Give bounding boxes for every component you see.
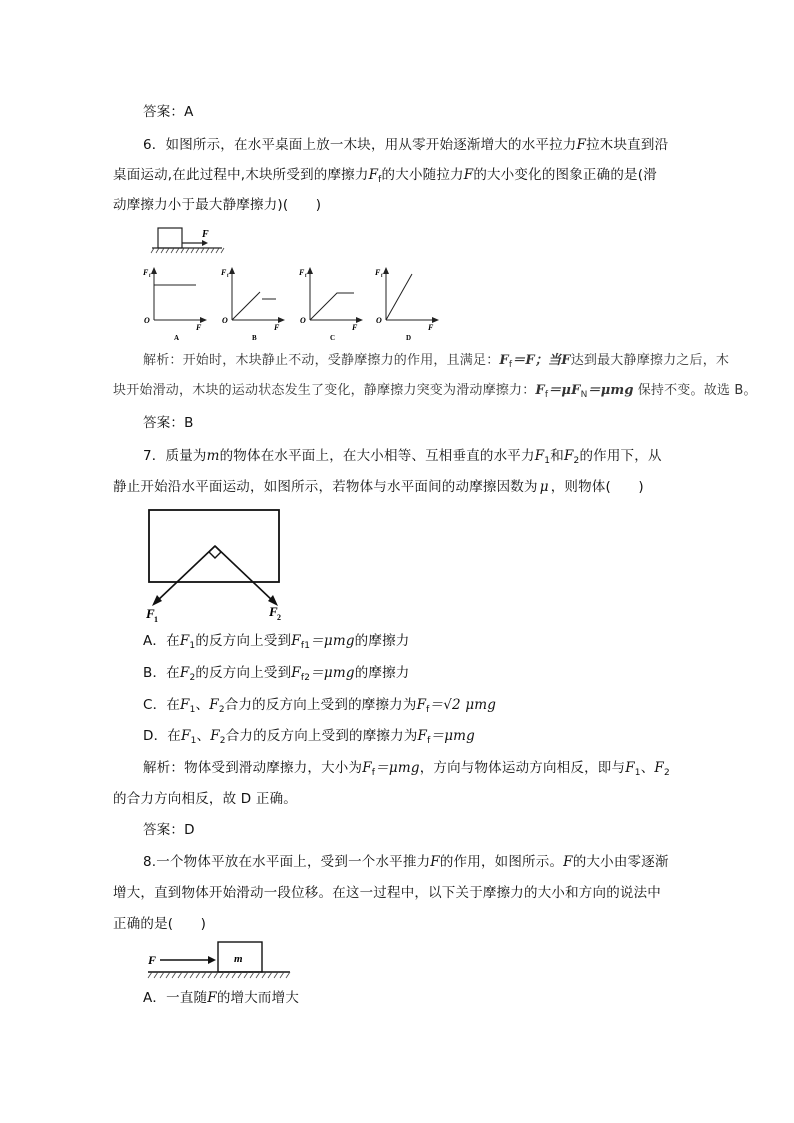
q8-push-figure [144,938,294,984]
graph-A [140,264,210,344]
q8-push-arrow [208,956,216,964]
pull-arrow [202,240,208,246]
q6-stem-line3: 动摩擦力小于最大静摩擦力)( ) [113,197,322,213]
answer-q7: 答案：D [143,822,195,838]
graph-A-y-label: F [143,268,149,277]
wood-block [158,228,182,248]
graph-D [372,264,442,344]
graph-B-rising [232,292,260,320]
graph-D-x-label: F [428,323,434,332]
graph-C-y-label: F [299,268,305,277]
q8-stem-line2: 增大，直到物体开始滑动一段位移。在这一过程中，以下关于摩擦力的大小和方向的说法中 [113,885,661,901]
q7-force-figure [138,506,288,624]
graph-C-curve [310,293,354,320]
q8-stem-line3: 正确的是( ) [113,916,207,932]
q8-label-F: F [148,953,157,967]
q7-option-C: C．在$F_1$、$F_2$合力的反方向上受到的摩擦力为$F_f=√2$ μmg [143,697,497,715]
graph-A-option: A [174,334,180,342]
pull-force-label: F [202,229,209,240]
graph-C-x-label: F [352,323,358,332]
graph-B-y-label: F [221,268,227,277]
q8-label-m: m [234,953,243,965]
svg-text:f: f [149,274,151,279]
graph-C [296,264,366,344]
q7-label-F1: F [146,606,155,621]
svg-text:f: f [381,274,383,279]
q7-option-A: A．在$F_1$的反方向上受到$F_{f1}=\mu mg$的摩擦力 [143,633,410,651]
q7-analysis-line1: 解析：物体受到滑动摩擦力，大小为$F_f=\mu mg$，方向与物体运动方向相反，即与$F_1$、$F_2$ [143,760,670,778]
graph-D-y-label: F [375,268,381,277]
graph-D-curve [386,274,412,320]
q7-option-B: B．在$F_2$的反方向上受到$F_{f2}=\mu mg$的摩擦力 [143,665,410,683]
graph-B-x-label: F [274,323,280,332]
graph-B [218,264,288,344]
answer-q5: 答案：A [143,104,194,120]
q7-option-D: D．在$F_1$、$F_2$合力的反方向上受到的摩擦力为$F_f=\mu mg$ [143,728,476,746]
svg-text:1: 1 [154,615,158,624]
graph-A-origin: O [144,316,150,325]
graph-B-origin: O [222,316,228,325]
q7-analysis-line2: 的合力方向相反，故 D 正确。 [113,791,297,807]
q6-block-figure [150,224,230,256]
graph-A-x-label: F [196,323,202,332]
q6-analysis-line2: 块开始滑动，木块的运动状态发生了变化，静摩擦力突变为滑动摩擦力：$F_f=\mu F_N=\mu mg$ 保持不变。故选 B。 [113,383,757,400]
graph-C-option: C [330,334,336,342]
q6-stem-line2: 桌面运动,在此过程中,木块所受到的摩擦力$F_f$的大小随拉力F的大小变化的图象正确的是(滑 [113,167,657,185]
graph-B-option: B [252,334,257,342]
graph-D-origin: O [376,316,382,325]
q7-stem-line2: 静止开始沿水平面运动，如图所示，若物体与水平面间的动摩擦因数为 μ ，则物体( ) [113,479,644,495]
answer-q6: 答案：B [143,415,194,431]
q8-stem-line1: 8.一个物体平放在水平面上，受到一个水平推力F的作用，如图所示。F的大小由零逐渐 [143,854,669,870]
svg-text:2: 2 [277,613,281,622]
q7-stem-line1: 7．质量为m的物体在水平面上，在大小相等、互相垂直的水平力$F_1$和$F_2$的作用下，从 [143,448,662,466]
q6-stem-line1: 6．如图所示，在水平桌面上放一木块，用从零开始逐渐增大的水平拉力F拉木块直到沿 [143,137,669,153]
graph-C-origin: O [300,316,306,325]
q8-option-A: A．一直随F的增大而增大 [143,990,300,1006]
svg-text:f: f [305,274,307,279]
q7-label-F2: F [269,604,278,619]
graph-D-option: D [406,334,412,342]
q6-analysis-line1: 解析：开始时，木块静止不动，受静摩擦力的作用，且满足：$F_f=F$；当F达到最大静摩擦力之后，木 [143,353,730,370]
svg-text:f: f [227,274,229,279]
